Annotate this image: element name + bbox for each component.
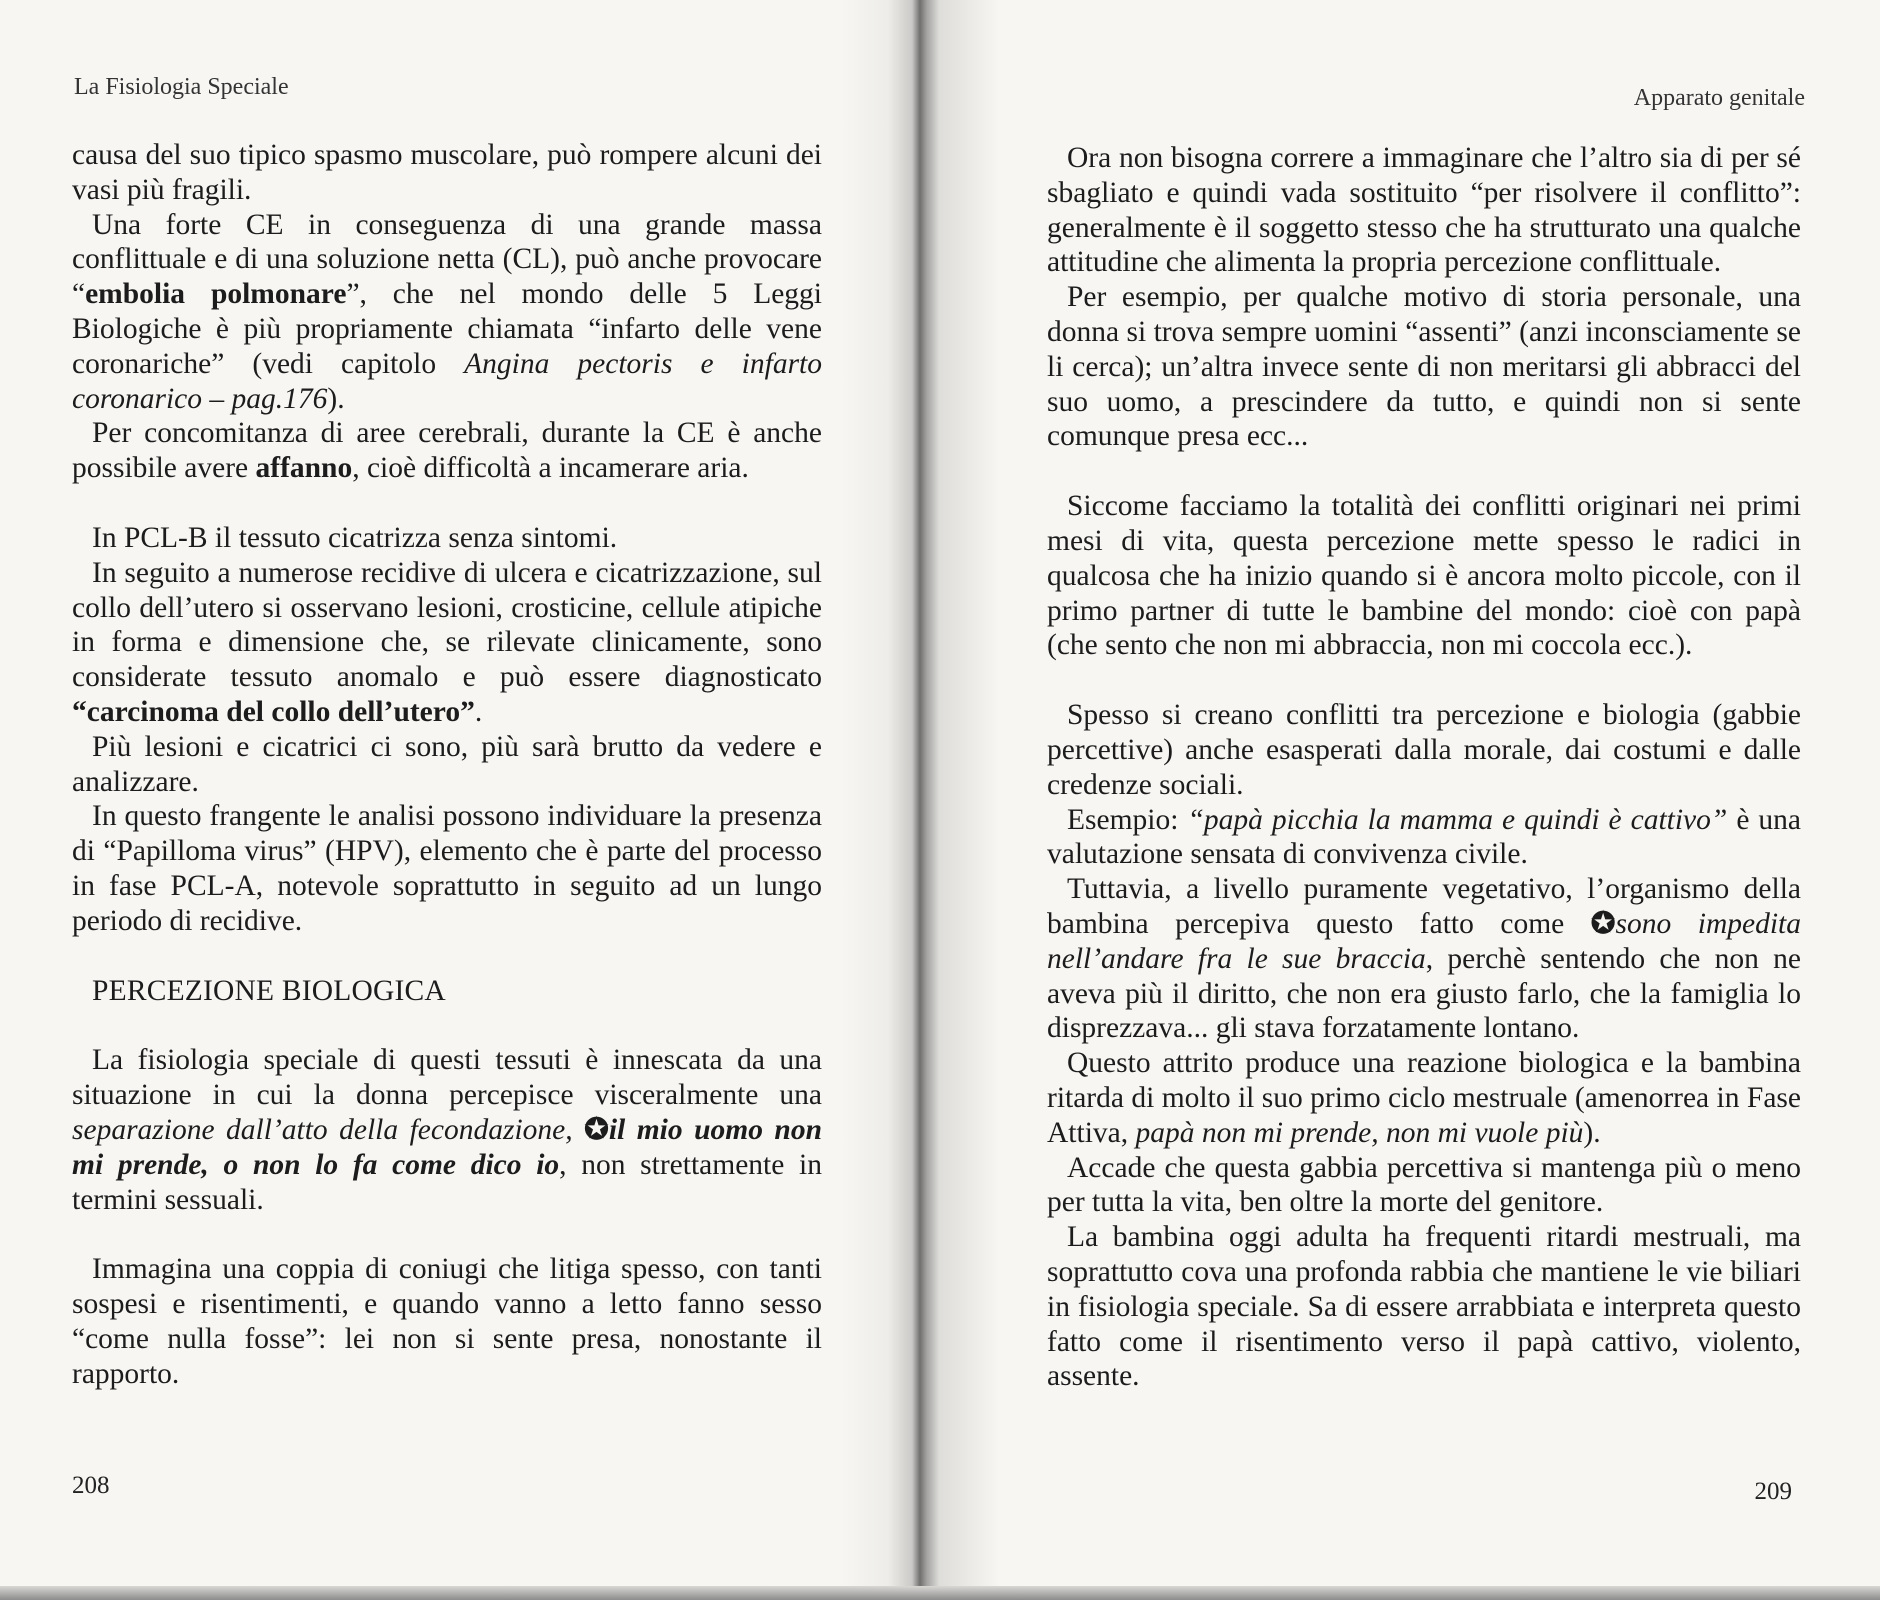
paragraph bbox=[1047, 872, 1801, 1046]
running-head-left: La Fisiologia Speciale bbox=[74, 74, 289, 100]
page-number-left: 208 bbox=[72, 1472, 110, 1499]
paragraph bbox=[72, 208, 822, 417]
star-icon: ✪ bbox=[1590, 907, 1616, 940]
book-bottom-edge bbox=[0, 1586, 1880, 1600]
left-page bbox=[0, 0, 918, 1600]
italic-phrase: separazione dall’atto della fecondazione, bbox=[72, 1113, 585, 1146]
paragraph: Ora non bisogna correre a immaginare che l’altro sia di per sé sbagliato e quindi vada sostituito “per risolvere il conflitto”: generalmente è il soggetto stesso che ha strutturato una qualche attitudine che alimenta la propria percezione conflittuale. bbox=[1047, 142, 1801, 279]
text-run: Per concomitanza di aree cerebrali, durante la CE è anche possibile avere bbox=[72, 417, 822, 485]
text-run: ). bbox=[327, 382, 345, 415]
text-run: , perchè sentendo che non ne aveva più il diritto, che non era giusto farlo, che la famiglia lo disprezzava... gli stava forzatamente lontano. bbox=[1047, 942, 1801, 1045]
text-run: Esempio: bbox=[1067, 803, 1188, 836]
paragraph-gap bbox=[72, 939, 822, 974]
paragraph: La bambina oggi adulta ha frequenti ritardi mestruali, ma soprattutto cova una profonda rabbia che mantiene le vie biliari in fisiologia speciale. Sa di essere arrabbiata e interpreta questo fatto come il risentimento verso il papà cattivo, violento, assente. bbox=[1047, 1221, 1801, 1393]
paragraph bbox=[1047, 803, 1801, 873]
text-run: In seguito a numerose recidive di ulcera e cicatrizzazione, sul collo dell’utero si osservano lesioni, crosticine, cellule atipiche in forma e dimensione che, se rilevate clinicamente, sono considerate tessuto anomalo e può essere diagnosticato bbox=[72, 556, 822, 694]
paragraph: Immagina una coppia di coniugi che litiga spesso, con tanti sospesi e risentimenti, e quando vanno a letto fanno sesso “come nulla fosse”: lei non si sente presa, nonostante il rapporto. bbox=[72, 1253, 822, 1390]
paragraph bbox=[72, 416, 822, 486]
text-run: ”, che nel mondo delle 5 Leggi Biologiche è più propriamente chiamata “infarto delle vene coronariche” (vedi capitolo bbox=[72, 278, 823, 380]
left-page-body bbox=[72, 138, 822, 1392]
italic-phrase: papà non mi prende, non mi vuole più bbox=[1135, 1116, 1584, 1149]
italic-phrase: sono impedita nell’andare fra le sue braccia bbox=[1047, 907, 1802, 975]
section-heading: PERCEZIONE BIOLOGICA bbox=[92, 974, 446, 1007]
bold-italic-phrase: il mio uomo non mi prende, o non lo fa come dico io bbox=[72, 1113, 822, 1181]
paragraph bbox=[72, 1043, 822, 1217]
text-run: Questo attrito produce una reazione biologica e la bambina ritarda di molto il suo primo ciclo mestruale (amenorrea in Fase Attiva, bbox=[1047, 1047, 1801, 1149]
text-run: , non strettamente in termini sessuali. bbox=[72, 1148, 822, 1216]
paragraph bbox=[1047, 1046, 1801, 1150]
text-run: , cioè difficoltà a incamerare aria. bbox=[352, 452, 749, 485]
running-head-right: Apparato genitale bbox=[1633, 85, 1805, 111]
paragraph bbox=[72, 556, 822, 730]
italic-reference: Angina pectoris e infarto coronarico – pag.176 bbox=[72, 347, 822, 415]
text-run: è una valutazione sensata di convivenza civile. bbox=[1047, 803, 1802, 871]
page-number-right: 209 bbox=[1754, 1478, 1792, 1505]
text-run: La fisiologia speciale di questi tessuti è innescata da una situazione in cui la donna percepisce visceralmente una bbox=[72, 1044, 822, 1112]
bold-term: “carcinoma del collo dell’utero” bbox=[72, 695, 475, 728]
paragraph-gap bbox=[1047, 663, 1801, 698]
book-gutter-shadow bbox=[840, 0, 1000, 1600]
paragraph: Accade che questa gabbia percettiva si mantenga più o meno per tutta la vita, ben oltre la morte del genitore. bbox=[1047, 1151, 1801, 1219]
paragraph-gap bbox=[72, 1008, 822, 1043]
paragraph: In PCL-B il tessuto cicatrizza senza sintomi. bbox=[92, 521, 618, 554]
right-page-body bbox=[1047, 141, 1801, 1394]
bold-term: embolia polmonare bbox=[85, 278, 347, 311]
paragraph-gap bbox=[72, 486, 822, 521]
paragraph: causa del suo tipico spasmo muscolare, può rompere alcuni dei vasi più fragili. bbox=[72, 139, 822, 206]
paragraph: Per esempio, per qualche motivo di storia personale, una donna si trova sempre uomini “assenti” (anzi inconsciamente se li cerca); un’altra invece sente di non meritarsi gli abbracci del suo uomo, a prescindere da tutto, e quindi non si sente comunque presa ecc... bbox=[1047, 281, 1801, 453]
text-run: . bbox=[474, 695, 483, 728]
text-run: Una forte CE in conseguenza di una grande massa conflittuale e di una soluzione netta (CL), può anche provocare “ bbox=[72, 208, 822, 311]
star-icon: ✪ bbox=[584, 1113, 609, 1146]
bold-term: affanno bbox=[255, 452, 353, 485]
paragraph-gap bbox=[72, 1217, 822, 1252]
paragraph-gap bbox=[1047, 454, 1801, 489]
paragraph: Più lesioni e cicatrici ci sono, più sarà brutto da vedere e analizzare. bbox=[72, 730, 822, 798]
paragraph: Siccome facciamo la totalità dei conflitti originari nei primi mesi di vita, questa percezione mette spesso le radici in qualcosa che ha inizio quando si è ancora molto piccole, con il primo partner di tutte le bambine del mondo: cioè con papà (che sento che non mi abbraccia, non mi coccola ecc.). bbox=[1047, 490, 1801, 662]
italic-quote: “papà picchia la mamma e quindi è cattivo” bbox=[1187, 803, 1728, 836]
paragraph: Spesso si creano conflitti tra percezione e biologia (gabbie percettive) anche esasperati dalla morale, dai costumi e dalle credenze sociali. bbox=[1047, 699, 1801, 801]
text-run: Tuttavia, a livello puramente vegetativo, l’organismo della bambina percepiva questo fatto come bbox=[1047, 873, 1801, 940]
paragraph: In questo frangente le analisi possono individuare la presenza di “Papilloma virus” (HPV), elemento che è parte del processo in fase PCL-A, notevole soprattutto in seguito ad un lungo periodo di recidive. bbox=[72, 800, 822, 937]
text-run: ). bbox=[1583, 1116, 1601, 1149]
